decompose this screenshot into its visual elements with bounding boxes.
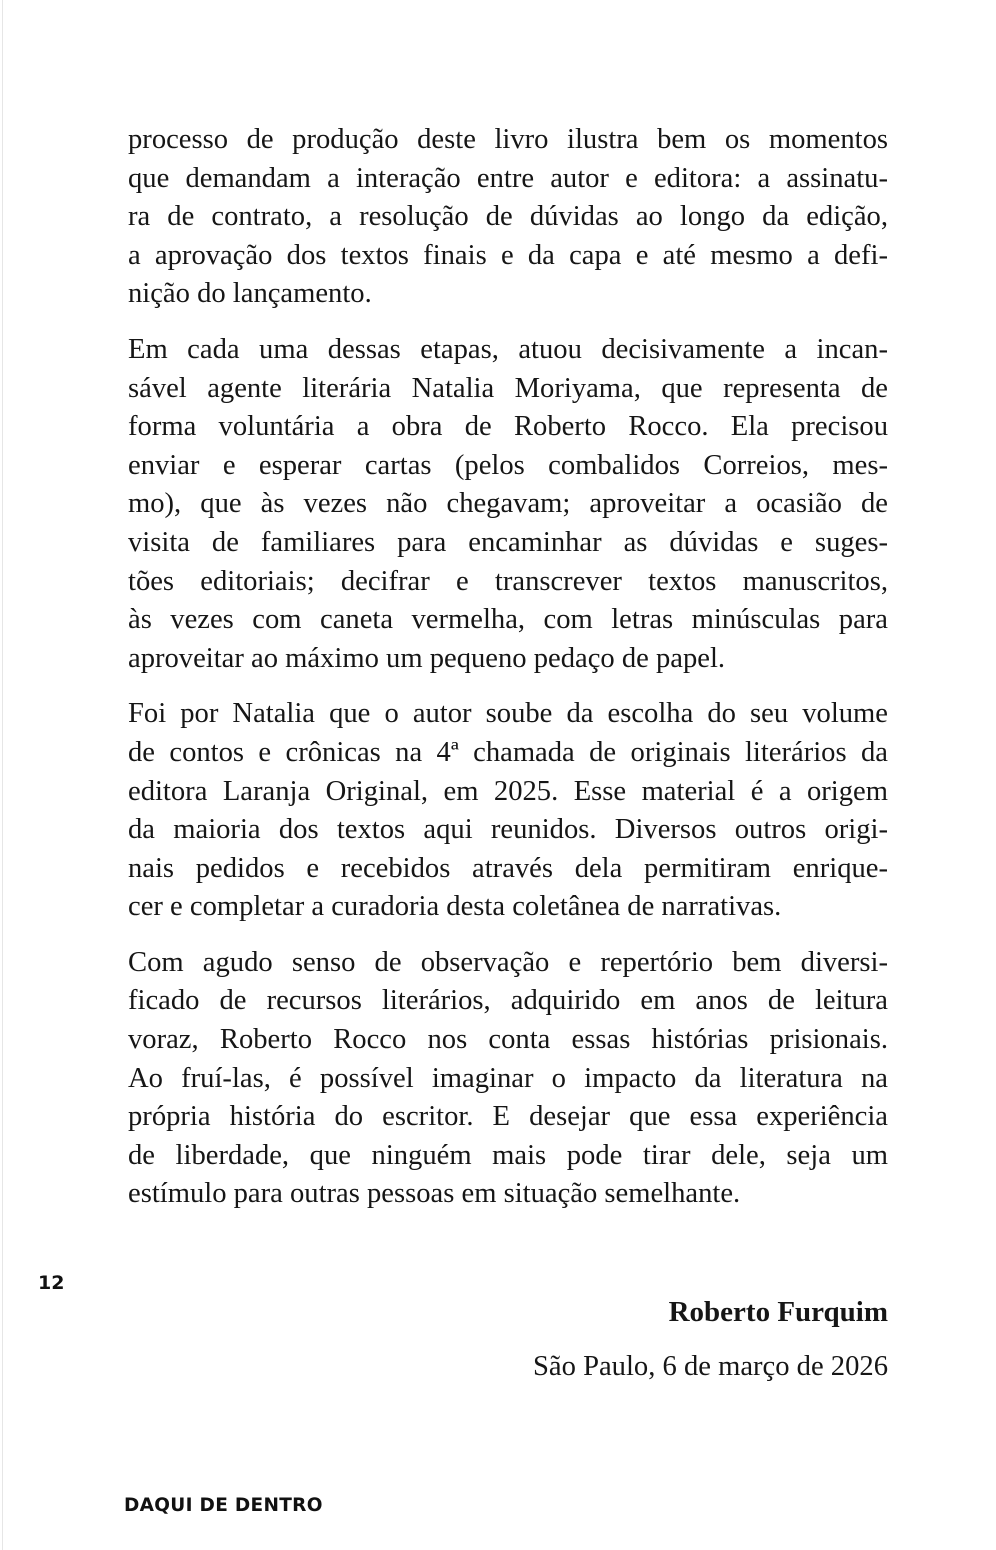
text-line: Em cada uma dessas etapas, atuou decisivamente a incan- — [128, 333, 888, 365]
text-line: estímulo para outras pessoas em situação semelhante. — [128, 1178, 741, 1210]
body-text — [128, 121, 888, 1231]
text-line: editora Laranja Original, em 2025. Esse material é a origem — [128, 775, 888, 807]
text-line: ra de contrato, a resolução de dúvidas ao longo da edição, — [128, 201, 888, 233]
text-line: Com agudo senso de observação e repertório bem diversi- — [128, 946, 888, 978]
text-line: processo de produção deste livro ilustra bem os momentos — [128, 124, 888, 155]
text-line: tões editoriais; decifrar e transcrever textos manuscritos, — [128, 565, 888, 597]
text-line: de contos e crônicas na 4ª chamada de originais literários da — [128, 736, 888, 768]
text-line: nais pedidos e recebidos através dela permitiram enrique- — [128, 852, 888, 884]
text-line: cer e completar a curadoria desta coletânea de narrativas. — [128, 891, 782, 923]
text-line: a aprovação dos textos finais e da capa e até mesmo a defi- — [128, 239, 888, 271]
text-line: visita de familiares para encaminhar as dúvidas e suges- — [128, 526, 888, 558]
page-edge-line — [2, 0, 3, 1550]
text-line: às vezes com caneta vermelha, com letras minúsculas para — [128, 604, 888, 636]
text-line: própria história do escritor. E desejar que essa experiência — [128, 1101, 888, 1133]
signature-place-date: São Paulo, 6 de março de 2026 — [533, 1351, 888, 1382]
text-line: enviar e esperar cartas (pelos combalidos Correios, mes- — [128, 449, 888, 481]
text-line: Foi por Natalia que o autor soube da escolha do seu volume — [128, 698, 888, 730]
text-line: nição do lançamento. — [128, 278, 372, 310]
signature-block — [533, 1292, 888, 1387]
running-footer-book-title: DAQUI DE DENTRO — [124, 1495, 323, 1516]
page-number: 12 — [38, 1272, 65, 1294]
paragraph-3 — [128, 695, 888, 927]
text-line: voraz, Roberto Rocco nos conta essas histórias prisionais. — [128, 1024, 888, 1056]
paragraph-2 — [128, 331, 888, 678]
paragraph-1 — [128, 121, 888, 314]
text-line: mo), que às vezes não chegavam; aproveitar a ocasião de — [128, 488, 888, 520]
paragraph-4 — [128, 944, 888, 1214]
text-line: que demandam a interação entre autor e editora: a assinatu- — [128, 162, 888, 194]
signature-name: Roberto Furquim — [668, 1296, 888, 1328]
text-line: sável agente literária Natalia Moriyama, que representa de — [128, 372, 888, 404]
text-line: de liberdade, que ninguém mais pode tirar dele, seja um — [128, 1139, 888, 1171]
text-line: da maioria dos textos aqui reunidos. Diversos outros origi- — [128, 814, 888, 846]
text-line: aproveitar ao máximo um pequeno pedaço de papel. — [128, 642, 726, 674]
text-line: forma voluntária a obra de Roberto Rocco. Ela precisou — [128, 411, 888, 443]
text-line: Ao fruí-las, é possível imaginar o impacto da literatura na — [128, 1062, 888, 1094]
text-line: ficado de recursos literários, adquirido em anos de leitura — [128, 985, 888, 1017]
